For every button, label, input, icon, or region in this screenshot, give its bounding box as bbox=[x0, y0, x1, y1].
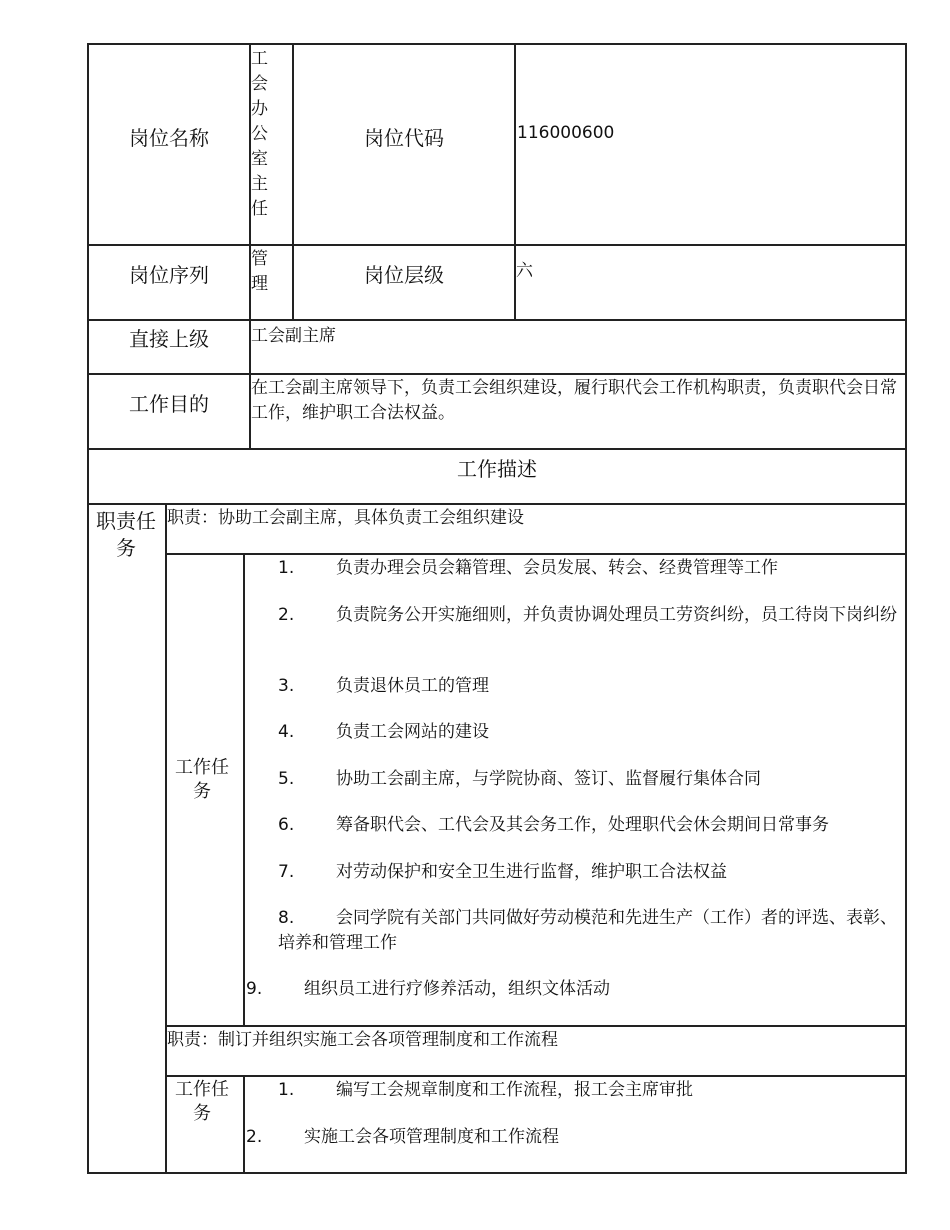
table-border bbox=[87, 1172, 907, 1174]
duty-label: 职责任务 bbox=[96, 509, 156, 560]
task-label: 工作任务 bbox=[175, 1079, 229, 1124]
task-item: 9. 组织员工进行疗修养活动，组织文体活动 bbox=[246, 979, 610, 999]
task-item: 3. 负责退休员工的管理 bbox=[278, 676, 489, 696]
post-name-value: 工会办公室主任 bbox=[251, 49, 268, 219]
row-divider bbox=[165, 1075, 907, 1077]
superior-label: 直接上级 bbox=[129, 327, 209, 351]
work-description-title: 工作描述 bbox=[457, 457, 537, 481]
column-divider bbox=[165, 503, 167, 1174]
table-border bbox=[905, 43, 907, 1174]
row-divider bbox=[165, 553, 907, 555]
row-divider bbox=[87, 319, 907, 321]
post-series-label: 岗位序列 bbox=[129, 263, 209, 287]
row-divider bbox=[87, 503, 907, 505]
duty-title: 职责：制订并组织实施工会各项管理制度和工作流程 bbox=[167, 1030, 558, 1050]
task-item: 1. 负责办理会员会籍管理、会员发展、转会、经费管理等工作 bbox=[278, 558, 778, 578]
task-item: 6. 筹备职代会、工代会及其会务工作，处理职代会休会期间日常事务 bbox=[278, 815, 829, 835]
table-border bbox=[87, 43, 89, 1174]
task-item: 5. 协助工会副主席，与学院协商、签订、监督履行集体合同 bbox=[278, 769, 761, 789]
task-item: 2. 实施工会各项管理制度和工作流程 bbox=[246, 1127, 559, 1147]
task-item: 2. 负责院务公开实施细则，并负责协调处理员工劳资纠纷，员工待岗下岗纠纷 bbox=[278, 605, 897, 625]
post-code-label: 岗位代码 bbox=[364, 126, 444, 150]
purpose-label: 工作目的 bbox=[129, 392, 209, 416]
purpose-value: 在工会副主席领导下，负责工会组织建设，履行职代会工作机构职责，负责职代会日常工作，维护职工合法权益。 bbox=[251, 378, 897, 423]
row-divider bbox=[87, 448, 907, 450]
task-item: 7. 对劳动保护和安全卫生进行监督，维护职工合法权益 bbox=[278, 862, 727, 882]
row-divider bbox=[87, 244, 907, 246]
task-label: 工作任务 bbox=[175, 757, 229, 802]
task-item: 4. 负责工会网站的建设 bbox=[278, 722, 489, 742]
duty-title: 职责：协助工会副主席，具体负责工会组织建设 bbox=[167, 508, 524, 528]
column-divider bbox=[243, 553, 245, 1027]
column-divider bbox=[243, 1075, 245, 1174]
row-divider bbox=[87, 373, 907, 375]
post-code-value: 116000600 bbox=[517, 123, 615, 143]
post-level-label: 岗位层级 bbox=[364, 263, 444, 287]
superior-value: 工会副主席 bbox=[251, 326, 336, 346]
task-item: 1. 编写工会规章制度和工作流程，报工会主席审批 bbox=[278, 1080, 693, 1100]
post-name-label: 岗位名称 bbox=[129, 126, 209, 150]
task-item: 8. 会同学院有关部门共同做好劳动模范和先进生产（工作）者的评选、表彰、培养和管理工作 bbox=[278, 908, 897, 953]
post-series-value: 管理 bbox=[251, 249, 268, 294]
row-divider bbox=[165, 1025, 907, 1027]
post-level-value: 六 bbox=[516, 261, 533, 281]
table-border bbox=[87, 43, 907, 45]
